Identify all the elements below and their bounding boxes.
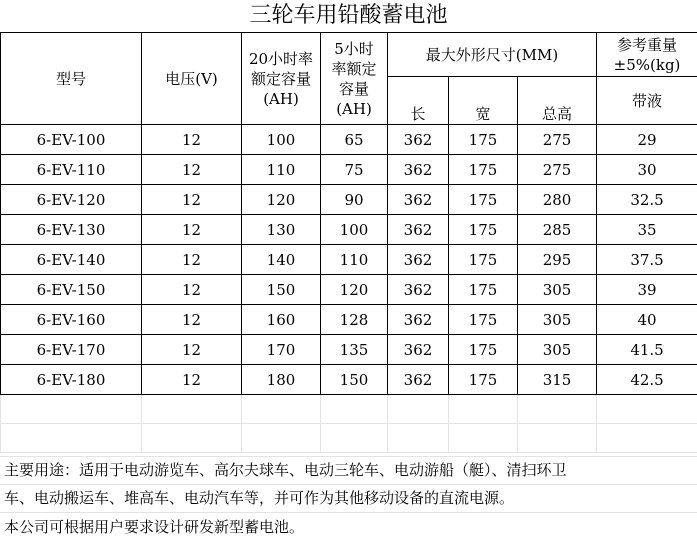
cell-cap20: 160 [242, 305, 321, 335]
cell-weight: 35 [597, 215, 697, 245]
cell-model: 6-EV-110 [1, 155, 142, 185]
header-20h-capacity [242, 33, 321, 125]
header-length: 长 [388, 77, 449, 125]
cell-height: 315 [518, 365, 597, 395]
cell-weight: 41.5 [597, 335, 697, 365]
cell-width: 175 [449, 305, 518, 335]
cell-cap20: 100 [242, 125, 321, 155]
cell-length: 362 [388, 245, 449, 275]
empty-cell [597, 424, 697, 453]
cell-voltage: 12 [142, 365, 242, 395]
empty-cell [449, 395, 518, 424]
cell-width: 175 [449, 185, 518, 215]
header-5h-capacity [321, 33, 388, 125]
cell-weight: 29 [597, 125, 697, 155]
cell-cap20: 110 [242, 155, 321, 185]
cell-cap5: 65 [321, 125, 388, 155]
cell-width: 175 [449, 215, 518, 245]
table-row [1, 125, 697, 155]
cell-length: 362 [388, 185, 449, 215]
table-row [1, 215, 697, 245]
cell-weight: 42.5 [597, 365, 697, 395]
empty-cell [388, 424, 449, 453]
header-voltage: 电压(V) [142, 33, 242, 125]
cell-height: 280 [518, 185, 597, 215]
cell-voltage: 12 [142, 185, 242, 215]
header-weight-line2: ±5%(kg) [613, 55, 681, 74]
empty-cell [242, 395, 321, 424]
empty-cell [142, 424, 242, 453]
empty-cell [1, 395, 142, 424]
cell-model: 6-EV-150 [1, 275, 142, 305]
cell-voltage: 12 [142, 215, 242, 245]
empty-cell [321, 395, 388, 424]
cell-length: 362 [388, 215, 449, 245]
cell-height: 305 [518, 275, 597, 305]
empty-row [1, 424, 697, 453]
cell-weight: 40 [597, 305, 697, 335]
cell-cap5: 90 [321, 185, 388, 215]
header-5h-line2: 率额定 [331, 59, 377, 78]
header-height: 总高 [518, 77, 597, 125]
table-row [1, 155, 697, 185]
cell-model: 6-EV-100 [1, 125, 142, 155]
cell-weight: 32.5 [597, 185, 697, 215]
cell-height: 275 [518, 155, 597, 185]
cell-model: 6-EV-170 [1, 335, 142, 365]
sheet-title: 三轮车用铅酸蓄电池 [249, 3, 448, 28]
cell-model: 6-EV-120 [1, 185, 142, 215]
table-row [1, 185, 697, 215]
cell-cap20: 140 [242, 245, 321, 275]
cell-weight: 39 [597, 275, 697, 305]
cell-cap5: 135 [321, 335, 388, 365]
header-width: 宽 [449, 77, 518, 125]
table-row [1, 245, 697, 275]
cell-weight: 30 [597, 155, 697, 185]
cell-width: 175 [449, 275, 518, 305]
cell-voltage: 12 [142, 305, 242, 335]
cell-voltage: 12 [142, 155, 242, 185]
header-5h-line3: 容量 [338, 79, 369, 98]
empty-cell [518, 395, 597, 424]
empty-cell [242, 424, 321, 453]
cell-height: 295 [518, 245, 597, 275]
header-weight-line1: 参考重量 [617, 35, 678, 54]
cell-width: 175 [449, 335, 518, 365]
header-model: 型号 [1, 33, 142, 125]
cell-cap5: 120 [321, 275, 388, 305]
usage-note-line2: 车、电动搬运车、堆高车、电动汽车等，并可作为其他移动设备的直流电源。 [4, 489, 515, 507]
cell-voltage: 12 [142, 275, 242, 305]
cell-length: 362 [388, 125, 449, 155]
header-20h-line1: 20小时率 [248, 49, 314, 68]
battery-spec-table [0, 32, 697, 453]
cell-cap20: 130 [242, 215, 321, 245]
cell-length: 362 [388, 335, 449, 365]
cell-model: 6-EV-140 [1, 245, 142, 275]
cell-cap5: 128 [321, 305, 388, 335]
empty-cell [142, 395, 242, 424]
cell-height: 275 [518, 125, 597, 155]
empty-cell [449, 424, 518, 453]
cell-length: 362 [388, 275, 449, 305]
cell-width: 175 [449, 245, 518, 275]
cell-cap20: 150 [242, 275, 321, 305]
header-20h-line3: (AH) [263, 89, 299, 108]
header-5h-line1: 5小时 [334, 39, 374, 58]
empty-cell [1, 424, 142, 453]
cell-length: 362 [388, 305, 449, 335]
cell-height: 285 [518, 215, 597, 245]
cell-width: 175 [449, 155, 518, 185]
cell-cap20: 180 [242, 365, 321, 395]
cell-cap20: 170 [242, 335, 321, 365]
empty-cell [388, 395, 449, 424]
cell-cap20: 120 [242, 185, 321, 215]
cell-length: 362 [388, 365, 449, 395]
table-row [1, 335, 697, 365]
table-row [1, 305, 697, 335]
table-row [1, 275, 697, 305]
cell-voltage: 12 [142, 125, 242, 155]
empty-row [1, 395, 697, 424]
cell-model: 6-EV-180 [1, 365, 142, 395]
cell-height: 305 [518, 305, 597, 335]
cell-width: 175 [449, 365, 518, 395]
cell-width: 175 [449, 125, 518, 155]
cell-cap5: 75 [321, 155, 388, 185]
empty-cell [518, 424, 597, 453]
cell-model: 6-EV-160 [1, 305, 142, 335]
header-with-acid: 带液 [597, 77, 697, 125]
header-weight [597, 33, 697, 77]
header-20h-line2: 额定容量 [250, 69, 311, 88]
cell-length: 362 [388, 155, 449, 185]
header-dimensions: 最大外形尺寸(MM) [388, 33, 597, 77]
cell-voltage: 12 [142, 335, 242, 365]
cell-cap5: 150 [321, 365, 388, 395]
empty-cell [597, 395, 697, 424]
cell-voltage: 12 [142, 245, 242, 275]
table-row [1, 365, 697, 395]
cell-weight: 37.5 [597, 245, 697, 275]
empty-cell [321, 424, 388, 453]
cell-model: 6-EV-130 [1, 215, 142, 245]
cell-cap5: 110 [321, 245, 388, 275]
usage-note-line1: 主要用途：适用于电动游览车、高尔夫球车、电动三轮车、电动游船（艇）、清扫环卫 [4, 461, 567, 479]
cell-cap5: 100 [321, 215, 388, 245]
cell-height: 305 [518, 335, 597, 365]
header-5h-line4: (AH) [336, 99, 372, 118]
custom-design-note: 本公司可根据用户要求设计研发新型蓄电池。 [4, 518, 305, 536]
